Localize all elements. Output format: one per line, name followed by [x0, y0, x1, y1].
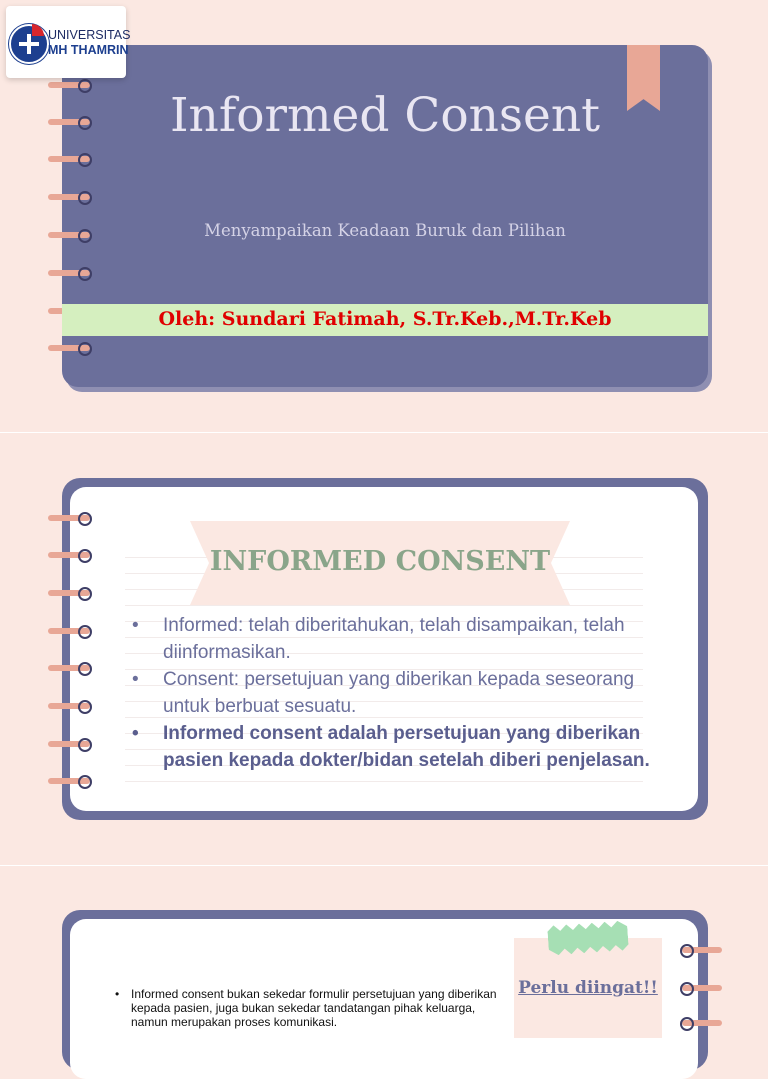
slide-subtitle: Menyampaikan Keadaan Buruk dan Pilihan — [204, 221, 566, 240]
spiral-ring — [48, 345, 90, 351]
spiral-ring — [48, 515, 90, 521]
logo-text-top: UNIVERSITAS — [48, 28, 131, 42]
spiral-ring — [682, 985, 722, 991]
slide-heading: INFORMED CONSENT — [209, 546, 551, 577]
spiral-ring — [48, 665, 90, 671]
definition-list — [132, 612, 652, 774]
reminder-list — [115, 987, 505, 1029]
author-line: Oleh: Sundari Fatimah, S.Tr.Keb.,M.Tr.Keb — [158, 308, 612, 330]
cross-emblem-icon — [9, 24, 49, 64]
logo-text-bottom: MH THAMRIN — [48, 43, 129, 57]
spiral-ring — [48, 552, 90, 558]
note-heading: Perlu diingat!! — [518, 978, 658, 998]
slide-divider — [0, 865, 768, 866]
spiral-ring — [48, 590, 90, 596]
spiral-ring — [48, 156, 90, 162]
list-item: • Informed consent bukan sekedar formulir persetujuan yang diberikan kepada pasien, juga bukan sekedar tandatangan pihak keluarga, namun merupakan proses komunikasi. — [115, 987, 505, 1029]
emblem-accent-icon — [32, 24, 44, 36]
spiral-ring — [48, 778, 90, 784]
university-logo — [6, 6, 131, 78]
spiral-ring — [48, 741, 90, 747]
slide-divider — [0, 432, 768, 433]
spiral-ring — [48, 703, 90, 709]
list-item: • Consent: persetujuan yang diberikan kepada seseorang untuk berbuat sesuatu. — [132, 666, 652, 720]
spiral-ring — [48, 270, 90, 276]
spiral-ring — [48, 194, 90, 200]
list-item: • Informed consent adalah persetujuan yang diberikan pasien kepada dokter/bidan setelah diberi penjelasan. — [132, 720, 652, 774]
spiral-ring — [682, 1020, 722, 1026]
list-item: • Informed: telah diberitahukan, telah disampaikan, telah diinformasikan. — [132, 612, 652, 666]
slide-title: Informed Consent — [169, 88, 601, 143]
spiral-ring — [682, 947, 722, 953]
spiral-ring — [48, 628, 90, 634]
